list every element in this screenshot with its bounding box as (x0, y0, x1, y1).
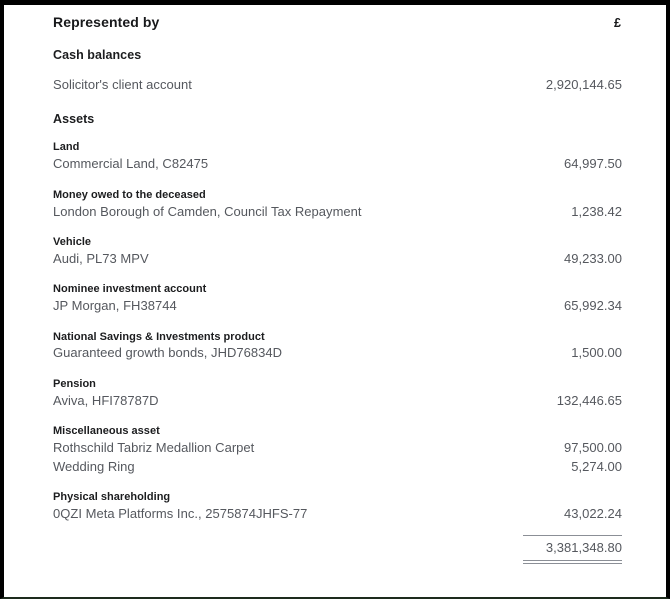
spacer (53, 62, 622, 76)
section-heading-cash-balances: Cash balances (53, 48, 142, 62)
spacer (53, 523, 622, 535)
table-row (53, 155, 622, 173)
asset-group-physical-shareholding (53, 490, 622, 523)
table-row (53, 76, 622, 94)
item-amount: 1,238.42 (571, 203, 622, 219)
item-amount: 43,022.24 (563, 505, 622, 521)
total-inner (523, 535, 622, 563)
table-row (53, 505, 622, 523)
total-block (53, 535, 622, 563)
section-heading-assets: Assets (53, 112, 95, 127)
asset-group-land (53, 140, 622, 173)
group-label: National Savings & Investments product (53, 330, 265, 343)
total-rule-line-2 (523, 563, 622, 564)
group-label: Pension (53, 377, 96, 390)
total-rule-below (523, 560, 622, 564)
item-amount: 97,500.00 (563, 440, 622, 456)
spacer (53, 316, 622, 330)
asset-group-money-owed (53, 188, 622, 221)
table-row (53, 458, 622, 476)
document-header (53, 14, 622, 30)
item-description: London Borough of Camden, Council Tax Repayment (53, 203, 362, 219)
spacer (53, 221, 622, 235)
item-description: Audi, PL73 MPV (53, 250, 149, 266)
group-label: Nominee investment account (53, 283, 207, 296)
group-label: Land (53, 141, 80, 154)
asset-group-vehicle (53, 235, 622, 268)
item-description: Wedding Ring (53, 458, 135, 474)
item-amount: 2,920,144.65 (545, 77, 622, 92)
item-description: Solicitor's client account (53, 77, 192, 92)
item-description: Commercial Land, C82475 (53, 156, 209, 172)
spacer (53, 94, 622, 112)
spacer (53, 476, 622, 490)
item-amount: 49,233.00 (563, 250, 622, 266)
page-title: Represented by (53, 14, 160, 30)
item-amount: 64,997.50 (563, 156, 622, 172)
item-description: 0QZI Meta Platforms Inc., 2575874JHFS-77 (53, 505, 308, 521)
group-label: Money owed to the deceased (53, 188, 206, 201)
table-row (53, 203, 622, 221)
spacer (53, 30, 622, 48)
item-amount: 132,446.65 (556, 392, 622, 408)
spacer (53, 174, 622, 188)
group-label: Vehicle (53, 236, 92, 249)
item-description: JP Morgan, FH38744 (53, 298, 177, 314)
document-sheet (4, 5, 666, 597)
spacer (53, 363, 622, 377)
item-amount: 65,992.34 (563, 298, 622, 314)
spacer (53, 268, 622, 282)
item-description: Rothschild Tabriz Medallion Carpet (53, 440, 255, 456)
table-row (53, 344, 622, 362)
total-amount: 3,381,348.80 (545, 540, 622, 556)
asset-group-nominee-investment-account (53, 282, 622, 315)
table-row (53, 297, 622, 315)
spacer (53, 410, 622, 424)
asset-group-miscellaneous (53, 424, 622, 476)
asset-group-national-savings (53, 330, 622, 363)
table-row (53, 439, 622, 457)
item-amount: 5,274.00 (571, 458, 622, 474)
group-label: Physical shareholding (53, 490, 171, 503)
item-description: Guaranteed growth bonds, JHD76834D (53, 345, 283, 361)
item-amount: 1,500.00 (571, 345, 622, 361)
table-row (53, 392, 622, 410)
item-description: Aviva, HFI78787D (53, 392, 159, 408)
spacer (53, 126, 622, 140)
asset-group-pension (53, 377, 622, 410)
group-label: Miscellaneous asset (53, 425, 160, 438)
currency-symbol: £ (614, 16, 621, 30)
table-row (53, 250, 622, 268)
